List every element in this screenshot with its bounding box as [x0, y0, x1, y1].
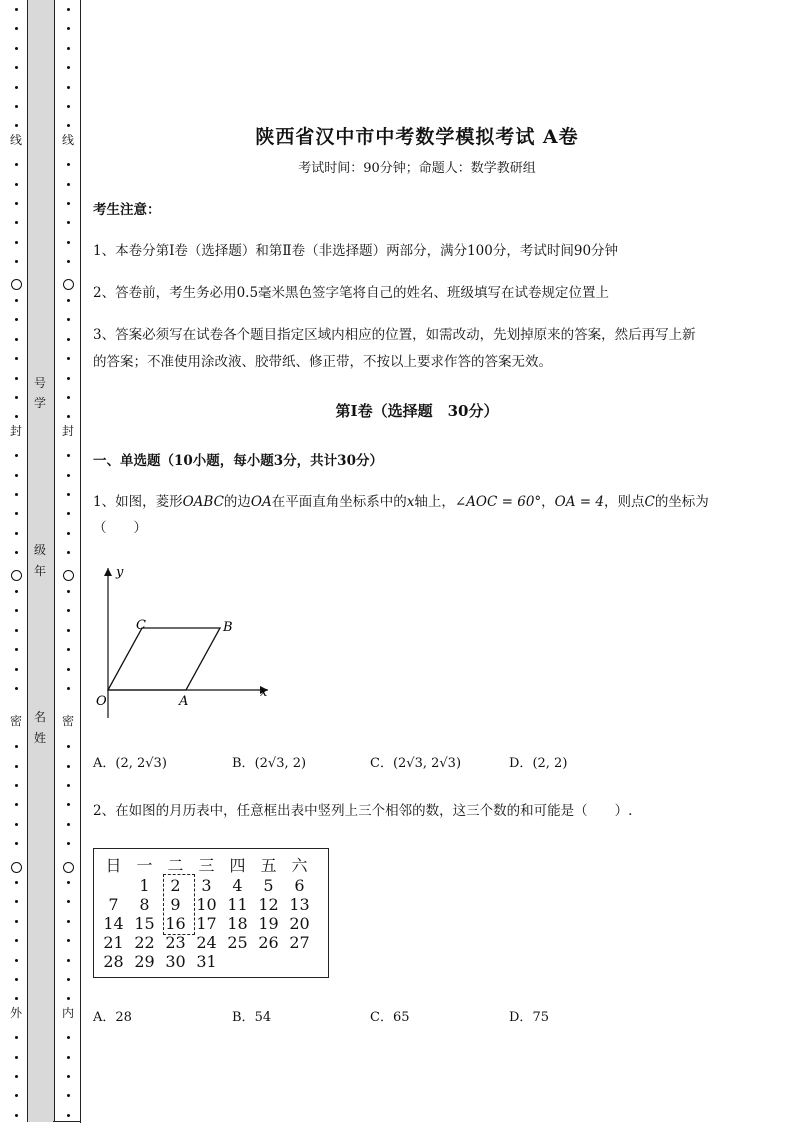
- binding-dot: [15, 629, 18, 632]
- label-x: x: [260, 685, 268, 700]
- binding-dot: [15, 86, 18, 89]
- calendar-day: 6: [294, 876, 305, 895]
- binding-dot: [67, 803, 70, 806]
- binding-dot: [15, 532, 18, 535]
- binding-dot: [67, 900, 70, 903]
- binding-dot: [15, 920, 18, 923]
- binding-dot: [15, 357, 18, 360]
- binding-dot: [15, 959, 18, 962]
- binding-dot: [67, 454, 70, 457]
- binding-dot: [15, 900, 18, 903]
- binding-dot: [67, 551, 70, 554]
- stripe-label: 名: [34, 710, 47, 724]
- binding-dot: [15, 183, 18, 186]
- binding-dot: [67, 86, 70, 89]
- binding-dot: [67, 357, 70, 360]
- binding-dot: [15, 997, 18, 1000]
- calendar-day: 2: [170, 876, 181, 895]
- binding-dot: [67, 1114, 70, 1117]
- calendar-day: 10: [196, 895, 217, 914]
- binding-dot: [15, 396, 18, 399]
- binding-dot: [15, 842, 18, 845]
- outer-label-mi: 密: [10, 714, 23, 728]
- q1-option-d[interactable]: D．(2, 2): [509, 756, 568, 771]
- binding-dot: [15, 590, 18, 593]
- question-1-paren: （ ）: [93, 520, 147, 536]
- binding-dot: [15, 260, 18, 263]
- exam-subtitle: 考试时间：90分钟；命题人：数学教研组: [298, 161, 536, 176]
- stripe-label: 学: [34, 396, 47, 410]
- binding-dot: [15, 765, 18, 768]
- label-C: C: [136, 618, 146, 633]
- calendar-weekday: 六: [291, 856, 308, 875]
- binding-dot: [15, 66, 18, 69]
- question-1-text: 1、如图，菱形OABC的边OA在平面直角坐标系中的x轴上，∠AOC = 60°，OA = 4，则点C的坐标为: [93, 494, 709, 510]
- binding-dot: [67, 1094, 70, 1097]
- calendar-day: 21: [103, 933, 124, 952]
- calendar-weekday: 五: [260, 856, 277, 875]
- binding-dot: [67, 823, 70, 826]
- binding-dot: [67, 978, 70, 981]
- calendar-day: 7: [108, 895, 119, 914]
- outer-label-feng: 封: [10, 424, 23, 438]
- calendar-day: 25: [227, 933, 248, 952]
- calendar-day: 28: [103, 952, 124, 971]
- binding-dot: [15, 687, 18, 690]
- binding-dot: [67, 939, 70, 942]
- binding-dot: [15, 881, 18, 884]
- binding-dot: [15, 512, 18, 515]
- stripe-label: 姓: [34, 731, 47, 745]
- binding-dot: [15, 493, 18, 496]
- notice-item-3-cont: 的答案；不准使用涂改液、胶带纸、修正带，不按以上要求作答的答案无效。: [93, 354, 552, 370]
- binding-dot: [67, 920, 70, 923]
- binding-hole-circle: [63, 279, 74, 290]
- inner-label-feng: 封: [62, 424, 75, 438]
- binding-dot: [67, 377, 70, 380]
- calendar-day: 11: [227, 895, 248, 914]
- calendar-table: [93, 848, 329, 978]
- binding-dot: [67, 105, 70, 108]
- binding-dot: [67, 1075, 70, 1078]
- calendar-weekday: 一: [136, 856, 153, 875]
- binding-dot: [15, 299, 18, 302]
- calendar-day: 13: [289, 895, 310, 914]
- binding-dot: [15, 454, 18, 457]
- binding-dot: [15, 1075, 18, 1078]
- exam-title: 陕西省汉中市中考数学模拟考试 A卷: [255, 126, 579, 148]
- section-title: 第I卷（选择题 30分）: [335, 402, 499, 420]
- calendar-day: 24: [196, 933, 217, 952]
- binding-dot: [67, 202, 70, 205]
- binding-dot: [15, 609, 18, 612]
- rhombus-figure: [90, 560, 280, 720]
- binding-dot: [67, 27, 70, 30]
- binding-dot: [67, 842, 70, 845]
- selection-dashed-box: [163, 874, 195, 935]
- calendar-day: 3: [201, 876, 212, 895]
- binding-dot: [67, 881, 70, 884]
- binding-dot: [67, 959, 70, 962]
- q1-option-b[interactable]: B．(2√3, 2): [232, 756, 307, 771]
- calendar-day: 5: [263, 876, 274, 895]
- calendar-day: 29: [134, 952, 155, 971]
- calendar-day: 23: [165, 933, 186, 952]
- binding-dot: [15, 241, 18, 244]
- binding-dot: [15, 474, 18, 477]
- binding-dot: [15, 823, 18, 826]
- q2-option-d[interactable]: D．75: [509, 1010, 549, 1025]
- calendar-day: 17: [196, 914, 217, 933]
- binding-dot: [67, 512, 70, 515]
- binding-dot: [15, 1114, 18, 1117]
- binding-dot: [67, 765, 70, 768]
- part-heading: 一、单选题（10小题，每小题3分，共计30分）: [93, 453, 383, 469]
- binding-hole-circle: [11, 862, 22, 873]
- binding-hole-circle: [11, 570, 22, 581]
- binding-dot: [67, 532, 70, 535]
- question-2-text: 2、在如图的月历表中，任意框出表中竖列上三个相邻的数，这三个数的和可能是（ ）.: [93, 803, 633, 819]
- calendar-weekday: 日: [105, 856, 122, 875]
- binding-dot: [67, 241, 70, 244]
- binding-dot: [67, 66, 70, 69]
- binding-dot: [67, 47, 70, 50]
- binding-dot: [15, 221, 18, 224]
- binding-dot: [15, 338, 18, 341]
- label-B: B: [223, 620, 233, 635]
- binding-dot: [67, 997, 70, 1000]
- label-y: y: [116, 565, 124, 580]
- binding-dot: [67, 668, 70, 671]
- calendar-day: 14: [103, 914, 124, 933]
- calendar-day: 9: [170, 895, 181, 914]
- q2-option-a[interactable]: A．28: [93, 1010, 132, 1025]
- binding-dot: [67, 318, 70, 321]
- calendar-day: 8: [139, 895, 150, 914]
- stripe-label: 级: [34, 543, 47, 557]
- notice-item-1: 1、本卷分第I卷（选择题）和第Ⅱ卷（非选择题）两部分，满分100分，考试时间90分钟: [93, 243, 619, 259]
- binding-hole-circle: [63, 862, 74, 873]
- binding-hole-circle: [63, 570, 74, 581]
- calendar-day: 27: [289, 933, 310, 952]
- binding-dot: [67, 221, 70, 224]
- calendar-day: 20: [289, 914, 310, 933]
- calendar-day: 22: [134, 933, 155, 952]
- binding-dot: [67, 1036, 70, 1039]
- label-O: O: [96, 694, 107, 709]
- binding-dot: [67, 687, 70, 690]
- binding-dot: [15, 318, 18, 321]
- calendar-day: 26: [258, 933, 279, 952]
- binding-dot: [67, 8, 70, 11]
- calendar-day: 15: [134, 914, 155, 933]
- binding-dot: [15, 1094, 18, 1097]
- binding-dot: [15, 1056, 18, 1059]
- calendar-weekday: 三: [198, 856, 215, 875]
- binding-dot: [15, 1036, 18, 1039]
- inner-label-mi: 密: [62, 714, 75, 728]
- binding-dot: [15, 27, 18, 30]
- binding-dot: [15, 939, 18, 942]
- binding-dot: [67, 396, 70, 399]
- binding-dot: [15, 784, 18, 787]
- binding-dot: [15, 105, 18, 108]
- page-border-bottom: [53, 1121, 81, 1122]
- calendar-day: 18: [227, 914, 248, 933]
- inner-label-xian: 线: [62, 133, 75, 147]
- calendar-weekday: 四: [229, 856, 246, 875]
- q2-option-b[interactable]: B．54: [232, 1010, 272, 1025]
- calendar-day: 12: [258, 895, 279, 914]
- calendar-day: 31: [196, 952, 217, 971]
- outer-label-xian: 线: [10, 133, 23, 147]
- label-A: A: [179, 694, 189, 709]
- binding-dot: [15, 745, 18, 748]
- q1-option-a[interactable]: A．(2, 2√3): [93, 756, 167, 771]
- q1-option-c[interactable]: C．(2√3, 2√3): [370, 756, 462, 771]
- binding-dot: [67, 784, 70, 787]
- binding-dot: [67, 745, 70, 748]
- calendar-day: 30: [165, 952, 186, 971]
- notice-heading: 考生注意：: [93, 202, 161, 218]
- binding-dot: [15, 648, 18, 651]
- binding-dot: [15, 202, 18, 205]
- binding-dot: [15, 803, 18, 806]
- binding-dot: [15, 377, 18, 380]
- calendar-day: 1: [139, 876, 150, 895]
- inner-label-nei: 内: [62, 1006, 75, 1020]
- binding-dot: [67, 299, 70, 302]
- binding-dot: [67, 474, 70, 477]
- binding-dot: [67, 629, 70, 632]
- binding-hole-circle: [11, 279, 22, 290]
- rhombus-OABC: [108, 628, 220, 690]
- binding-dot: [15, 551, 18, 554]
- calendar-day: 4: [232, 876, 243, 895]
- calendar-day: 16: [165, 914, 186, 933]
- calendar-weekday: 二: [167, 856, 184, 875]
- binding-dot: [67, 648, 70, 651]
- y-axis-arrow: [104, 568, 112, 576]
- notice-item-2: 2、答卷前，考生务必用0.5毫米黑色签字笔将自己的姓名、班级填写在试卷规定位置上: [93, 285, 610, 301]
- outer-label-wai: 外: [10, 1006, 23, 1020]
- binding-dot: [15, 47, 18, 50]
- binding-dot: [15, 8, 18, 11]
- calendar-day: 19: [258, 914, 279, 933]
- binding-dot: [67, 1056, 70, 1059]
- notice-item-3: 3、答案必须写在试卷各个题目指定区域内相应的位置，如需改动，先划掉原来的答案，然后再写上新: [93, 327, 696, 343]
- binding-dot: [67, 590, 70, 593]
- binding-dot: [67, 260, 70, 263]
- binding-dot: [67, 183, 70, 186]
- binding-dot: [15, 668, 18, 671]
- q2-option-c[interactable]: C．65: [370, 1010, 410, 1025]
- binding-dot: [67, 338, 70, 341]
- stripe-label: 年: [34, 564, 47, 578]
- stripe-label: 号: [34, 376, 47, 390]
- binding-dot: [67, 493, 70, 496]
- binding-dot: [15, 978, 18, 981]
- binding-dot: [67, 609, 70, 612]
